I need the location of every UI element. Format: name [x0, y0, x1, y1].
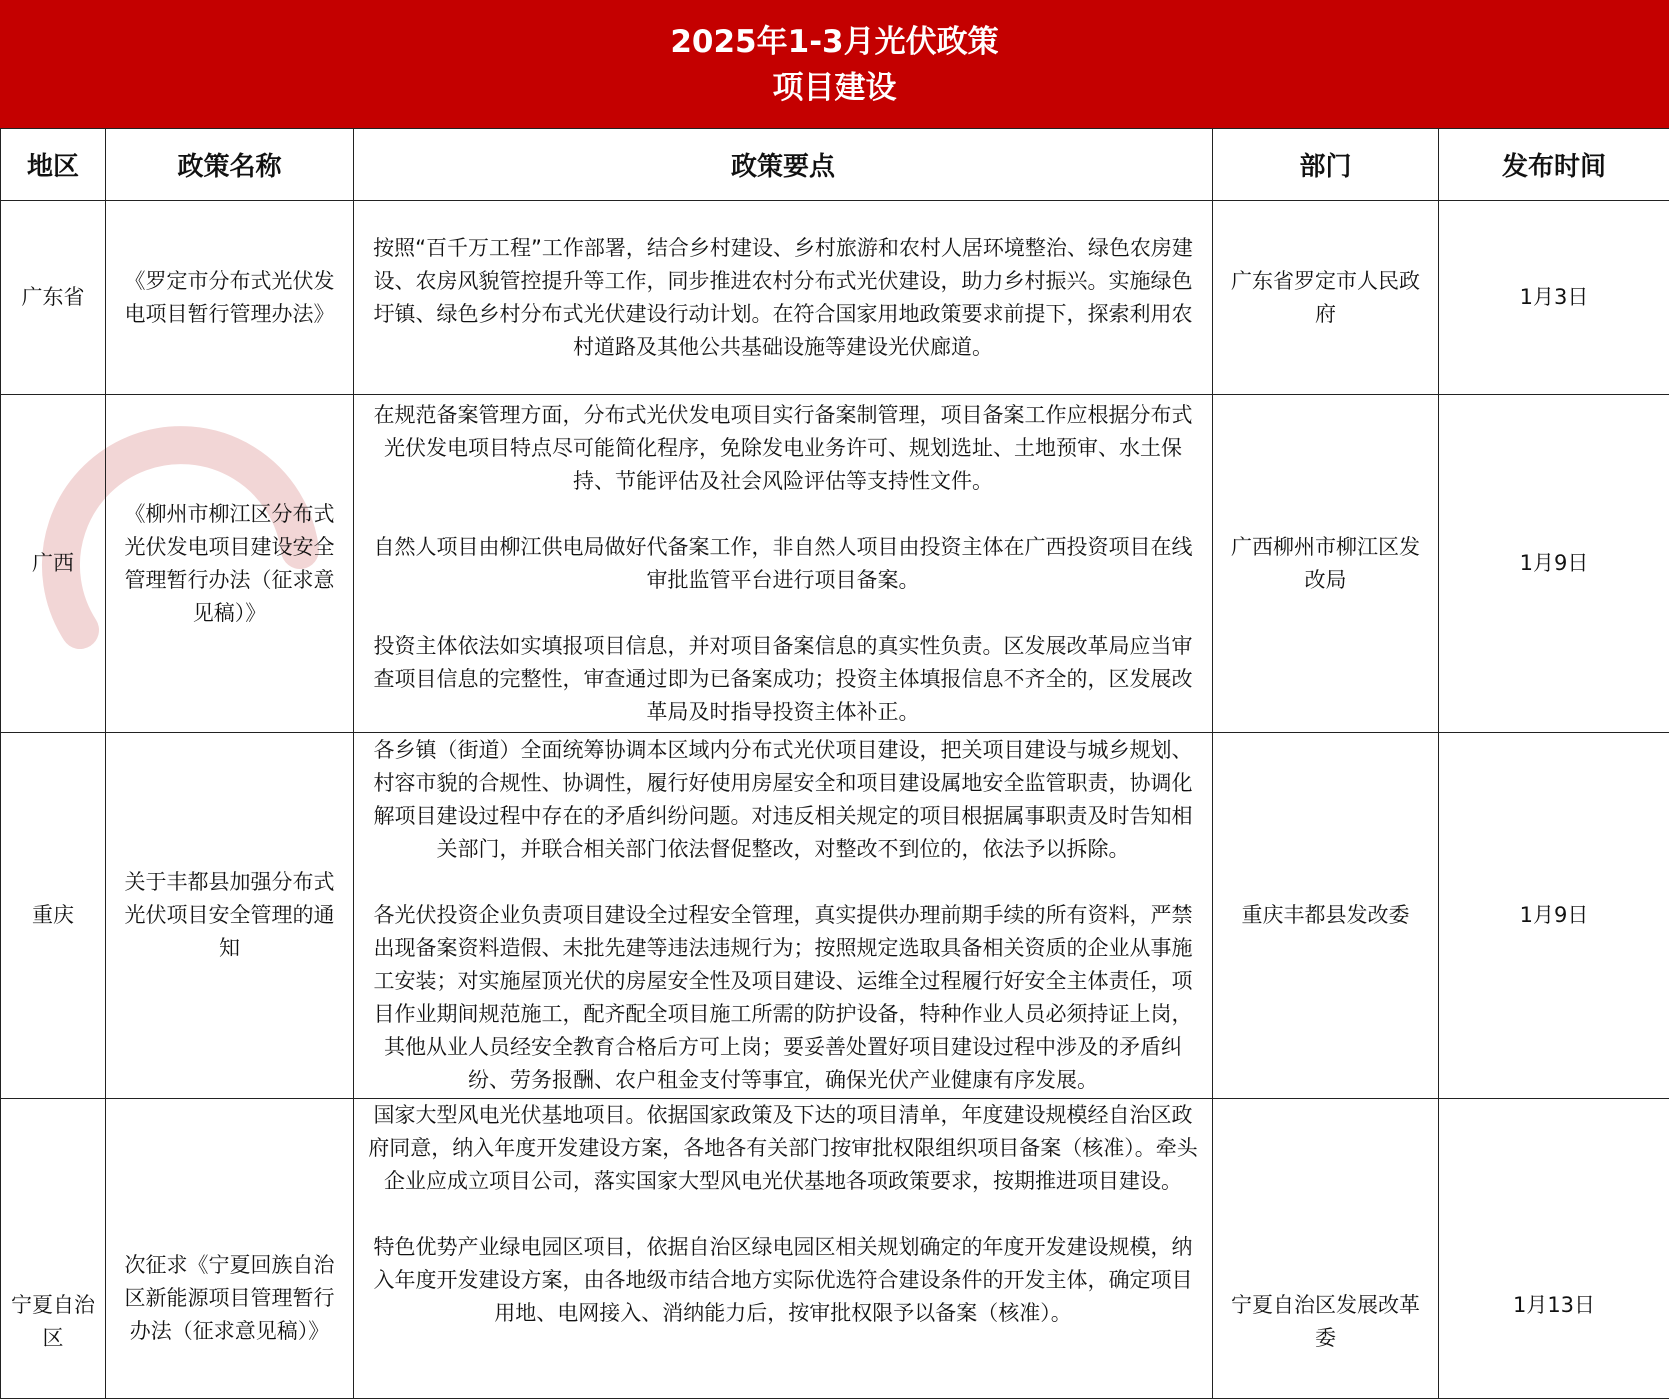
date-cell: 1月9日: [1439, 733, 1669, 1099]
policy-name-cell: 次征求《宁夏回族自治区新能源项目管理暂行办法（征求意见稿）》: [106, 1099, 354, 1399]
policy-name-cell: 《柳州市柳江区分布式光伏发电项目建设安全管理暂行办法（征求意见稿）》: [106, 395, 354, 733]
department-cell: 重庆丰都县发改委: [1213, 733, 1439, 1099]
table-row: [1, 733, 1669, 1099]
key-point-paragraph: 各乡镇（街道）全面统筹协调本区域内分布式光伏项目建设，把关项目建设与城乡规划、村容市貌的合规性、协调性，履行好使用房屋安全和项目建设属地安全监管职责，协调化解项目建设过程中存在的矛盾纠纷问题。对违反相关规定的项目根据属事职责及时告知相关部门，并联合相关部门依法督促整改，对整改不到位的，依法予以拆除。: [364, 734, 1202, 866]
department-cell: 宁夏自治区发展改革委: [1213, 1099, 1439, 1399]
key-points-cell: [354, 733, 1213, 1099]
header-region: 地区: [1, 129, 106, 201]
department-cell: 广东省罗定市人民政府: [1213, 201, 1439, 395]
table-row: [1, 201, 1669, 395]
policy-name-cell: 关于丰都县加强分布式光伏项目安全管理的通知: [106, 733, 354, 1099]
key-point-paragraph: 自然人项目由柳江供电局做好代备案工作，非自然人项目由投资主体在广西投资项目在线审批监管平台进行项目备案。: [364, 531, 1202, 597]
key-point-paragraph: 在规范备案管理方面，分布式光伏发电项目实行备案制管理，项目备案工作应根据分布式光伏发电项目特点尽可能简化程序，免除发电业务许可、规划选址、土地预审、水土保持、节能评估及社会风险评估等支持性文件。: [364, 399, 1202, 498]
header-key-points: 政策要点: [354, 129, 1213, 201]
header-release-date: 发布时间: [1439, 129, 1669, 201]
department-cell: 广西柳州市柳江区发改局: [1213, 395, 1439, 733]
header-policy-name: 政策名称: [106, 129, 354, 201]
key-point-paragraph: 投资主体依法如实填报项目信息，并对项目备案信息的真实性负责。区发展改革局应当审查项目信息的完整性，审查通过即为已备案成功；投资主体填报信息不齐全的，区发展改革局及时指导投资主体补正。: [364, 630, 1202, 729]
date-cell: 1月9日: [1439, 395, 1669, 733]
key-points-cell: [354, 201, 1213, 395]
key-point-paragraph: 按照“百千万工程”工作部署，结合乡村建设、乡村旅游和农村人居环境整治、绿色农房建设、农房风貌管控提升等工作，同步推进农村分布式光伏建设，助力乡村振兴。实施绿色圩镇、绿色乡村分布式光伏建设行动计划。在符合国家用地政策要求前提下，探索利用农村道路及其他公共基础设施等建设光伏廊道。: [364, 232, 1202, 364]
policy-name-cell: 《罗定市分布式光伏发电项目暂行管理办法》: [106, 201, 354, 395]
table-row: [1, 1099, 1669, 1399]
key-points-cell: [354, 1099, 1213, 1399]
region-cell: 广东省: [1, 201, 106, 395]
header-banner: [0, 0, 1669, 129]
region-cell: 广西: [1, 395, 106, 733]
table-header-row: [1, 129, 1669, 201]
region-cell: 宁夏自治区: [1, 1099, 106, 1399]
banner-subtitle: 项目建设: [0, 66, 1669, 110]
policy-table: [0, 128, 1669, 1399]
date-cell: 1月3日: [1439, 201, 1669, 395]
date-cell: 1月13日: [1439, 1099, 1669, 1399]
table-row: [1, 395, 1669, 733]
banner-title: 2025年1-3月光伏政策: [0, 20, 1669, 64]
key-point-paragraph: 特色优势产业绿电园区项目，依据自治区绿电园区相关规划确定的年度开发建设规模，纳入年度开发建设方案，由各地级市结合地方实际优选符合建设条件的开发主体，确定项目用地、电网接入、消纳能力后，按审批权限予以备案（核准）。: [364, 1231, 1202, 1330]
key-points-cell: [354, 395, 1213, 733]
key-point-paragraph: 各光伏投资企业负责项目建设全过程安全管理，真实提供办理前期手续的所有资料，严禁出现备案资料造假、未批先建等违法违规行为；按照规定选取具备相关资质的企业从事施工安装；对实施屋顶光伏的房屋安全性及项目建设、运维全过程履行好安全主体责任，项目作业期间规范施工，配齐配全项目施工所需的防护设备，特种作业人员必须持证上岗，其他从业人员经安全教育合格后方可上岗；要妥善处置好项目建设过程中涉及的矛盾纠纷、劳务报酬、农户租金支付等事宜，确保光伏产业健康有序发展。: [364, 899, 1202, 1097]
region-cell: 重庆: [1, 733, 106, 1099]
header-department: 部门: [1213, 129, 1439, 201]
key-point-paragraph: 国家大型风电光伏基地项目。依据国家政策及下达的项目清单，年度建设规模经自治区政府同意，纳入年度开发建设方案，各地各有关部门按审批权限组织项目备案（核准）。牵头企业应成立项目公司，落实国家大型风电光伏基地各项政策要求，按期推进项目建设。: [364, 1099, 1202, 1198]
